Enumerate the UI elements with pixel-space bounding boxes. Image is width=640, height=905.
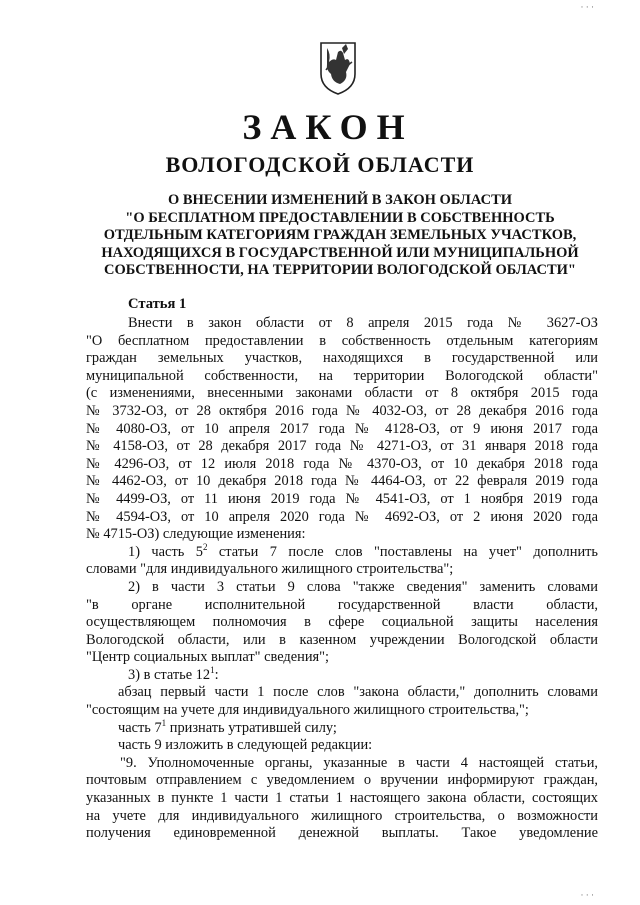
- body-line: муниципальной собственности, на территории Вологодской области": [86, 367, 598, 384]
- region-title: ВОЛОГОДСКОЙ ОБЛАСТИ: [165, 152, 475, 177]
- body-line: № 3732-ОЗ, от 28 октября 2016 года № 4032-ОЗ, от 28 декабря 2016 года: [86, 402, 598, 419]
- subtitle-line: СОБСТВЕННОСТИ, НА ТЕРРИТОРИИ ВОЛОГОДСКОЙ ОБЛАСТИ": [104, 262, 576, 279]
- item-3c-line: часть 9 изложить в следующей редакции:: [118, 737, 373, 754]
- subtitle-line: ОТДЕЛЬНЫМ КАТЕГОРИЯМ ГРАЖДАН ЗЕМЕЛЬНЫХ УЧАСТКОВ,: [103, 227, 577, 244]
- body-line: № 4715-ОЗ) следующие изменения:: [86, 526, 306, 543]
- item-3a-line: "состоящим на учете для индивидуального жилищного строительства,";: [86, 702, 529, 719]
- quote-line: почтовым отправлением с уведомлением о вручении информируют граждан,: [86, 772, 598, 789]
- subtitle-line: "О БЕСПЛАТНОМ ПРЕДОСТАВЛЕНИИ В СОБСТВЕННОСТЬ: [125, 209, 555, 226]
- body-line: граждан земельных участков, находящихся в государственной или: [86, 350, 598, 367]
- body-line: № 4080-ОЗ, от 10 апреля 2017 года № 4128-ОЗ, от 9 июня 2017 года: [86, 420, 598, 437]
- item-3-text-post: :: [214, 666, 219, 683]
- item-1-text: 1) часть 5: [128, 543, 203, 560]
- quote-line: указанных в пункте 1 части 1 статьи 1 настоящего закона области, состоящих: [86, 790, 598, 807]
- item-3b-text: часть 7: [118, 719, 162, 736]
- item-1-line-2: словами "для индивидуального жилищного строительства";: [86, 561, 454, 578]
- law-title: ЗАКОН: [242, 107, 414, 147]
- body-line: № 4158-ОЗ, от 28 декабря 2017 года № 4271-ОЗ, от 31 января 2018 года: [86, 438, 598, 455]
- item-2-line: Вологодской области, или в казенном учреждении Вологодской области: [86, 631, 598, 648]
- item-3b-text-post: признать утратившей силу;: [166, 719, 337, 736]
- item-2-line: "Центр социальных выплат" сведения";: [86, 649, 330, 666]
- body-line: № 4462-ОЗ, от 10 декабря 2018 года № 4464-ОЗ, от 22 февраля 2019 года: [86, 473, 598, 490]
- article-body: [86, 315, 598, 843]
- item-2-line: осуществляющем полномочия в сфере социальной защиты населения: [86, 614, 598, 631]
- scan-mark-bottom: · · ·: [580, 890, 594, 900]
- item-1-sup: 2: [202, 541, 208, 552]
- law-subtitle: [80, 192, 600, 280]
- body-line: "О бесплатном предоставлении в собственность отдельным категориям: [86, 332, 598, 349]
- body-line: № 4296-ОЗ, от 12 июля 2018 года № 4370-ОЗ, от 10 декабря 2018 года: [86, 455, 598, 472]
- item-1-line: [86, 541, 598, 562]
- item-3-sup: 1: [210, 664, 215, 675]
- item-3-text: 3) в статье 12: [128, 666, 211, 683]
- item-3-line: [86, 664, 598, 685]
- subtitle-line: О ВНЕСЕНИИ ИЗМЕНЕНИЙ В ЗАКОН ОБЛАСТИ: [167, 192, 513, 208]
- item-3b-line: [86, 717, 598, 738]
- item-3a-line: абзац первый части 1 после слов "закона области," дополнить словами: [118, 684, 598, 701]
- item-2-line: "в органе исполнительной государственной власти области,: [86, 596, 598, 613]
- item-1-text-post: статьи 7 после слов "поставлены на учет" дополнить: [207, 543, 598, 560]
- quote-line: на учете для индивидуального жилищного строительства, о возможности: [86, 807, 598, 824]
- body-line: Внести в закон области от 8 апреля 2015 года № 3627-ОЗ: [128, 315, 598, 331]
- quote-line: получения единовременной денежной выплаты. Такое уведомление: [86, 825, 598, 842]
- scan-mark-top: · · ·: [580, 2, 594, 12]
- article-heading: Статья 1: [128, 296, 187, 312]
- body-line: (с изменениями, внесенными законами области от 8 октября 2015 года: [86, 385, 598, 402]
- item-3b-sup: 1: [161, 717, 167, 728]
- body-line: № 4594-ОЗ, от 10 апреля 2020 года № 4692-ОЗ, от 2 июня 2020 года: [86, 508, 598, 525]
- quote-line: "9. Уполномоченные органы, указанные в части 4 настоящей статьи,: [120, 754, 598, 771]
- body-line: № 4499-ОЗ, от 11 июня 2019 года № 4541-ОЗ, от 1 ноября 2019 года: [86, 490, 598, 507]
- subtitle-line: НАХОДЯЩИХСЯ В ГОСУДАРСТВЕННОЙ ИЛИ МУНИЦИПАЛЬНОЙ: [101, 244, 579, 261]
- item-2-line: 2) в части 3 статьи 9 слова "также сведения" заменить словами: [128, 578, 598, 595]
- coat-of-arms-emblem: [318, 40, 358, 96]
